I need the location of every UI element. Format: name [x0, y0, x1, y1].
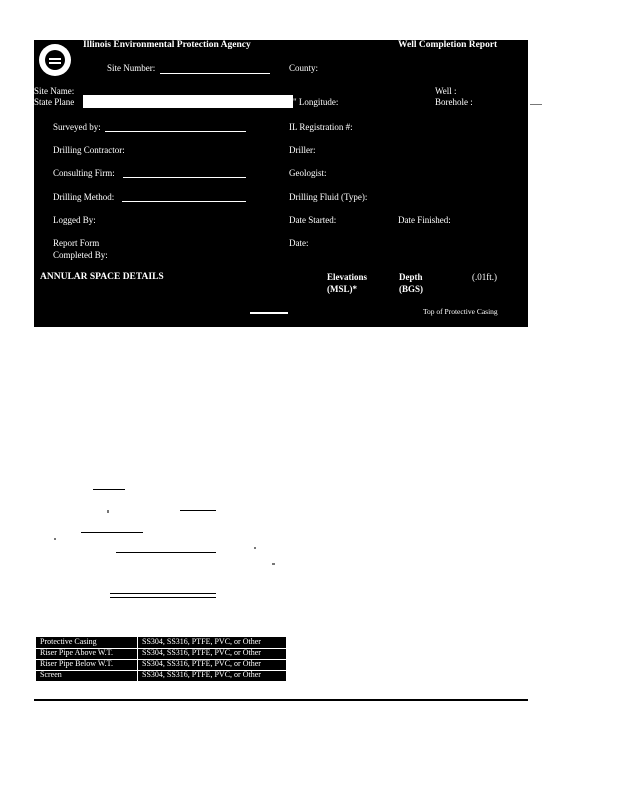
drilling-method-label: Drilling Method: [53, 192, 115, 202]
form-header-panel [34, 40, 528, 327]
scan-speck [272, 563, 275, 565]
diagram-line [81, 532, 143, 533]
diagram-line [93, 489, 125, 490]
precision-header: (.01ft.) [472, 272, 497, 282]
geologist-label: Geologist: [289, 168, 327, 178]
diagram-line [180, 510, 216, 511]
site-number-label: Site Number: [107, 63, 156, 73]
table-row [36, 659, 286, 670]
date-label: Date: [289, 238, 309, 248]
consulting-firm-label: Consulting Firm: [53, 168, 115, 178]
well-label: Well : [435, 86, 457, 96]
scan-speck [107, 510, 109, 513]
elevations-header: Elevations [327, 272, 368, 282]
depth-header: Depth [399, 272, 423, 282]
surveyed-by-field[interactable] [105, 131, 246, 132]
material-options[interactable]: SS304, SS316, PTFE, PVC, or Other [142, 670, 261, 679]
diagram-line [110, 593, 216, 594]
consulting-firm-field[interactable] [123, 177, 246, 178]
bottom-divider [34, 699, 528, 701]
diagram-line [110, 597, 216, 598]
annular-space-title: ANNULAR SPACE DETAILS [40, 272, 164, 282]
table-row [36, 648, 286, 659]
material-label: Riser Pipe Above W.T. [40, 648, 113, 657]
county-label: County: [289, 63, 319, 73]
materials-table [36, 637, 286, 681]
table-row [36, 637, 286, 648]
scan-speck [54, 538, 56, 540]
material-label: Screen [40, 670, 62, 679]
material-options[interactable]: SS304, SS316, PTFE, PVC, or Other [142, 637, 261, 646]
state-plane-label: State Plane [34, 97, 75, 107]
il-registration-label: IL Registration #: [289, 122, 353, 132]
agency-title: Illinois Environmental Protection Agency [83, 40, 251, 50]
date-finished-label: Date Finished: [398, 215, 451, 225]
iepa-logo-icon [39, 44, 71, 76]
material-options[interactable]: SS304, SS316, PTFE, PVC, or Other [142, 648, 261, 657]
material-label: Riser Pipe Below W.T. [40, 659, 113, 668]
material-label: Protective Casing [40, 637, 97, 646]
site-number-field[interactable] [160, 73, 270, 74]
diagram-line [116, 552, 216, 553]
casing-top-marker [250, 312, 288, 314]
date-started-label: Date Started: [289, 215, 337, 225]
surveyed-by-label: Surveyed by: [53, 122, 101, 132]
drilling-method-field[interactable] [122, 201, 246, 202]
scan-speck [254, 547, 256, 549]
drilling-fluid-label: Drilling Fluid (Type): [289, 192, 368, 202]
scan-speck [530, 104, 542, 105]
table-row [36, 670, 286, 681]
top-protective-casing-label: Top of Protective Casing [423, 307, 498, 316]
borehole-label: Borehole : [435, 97, 473, 107]
driller-label: Driller: [289, 145, 316, 155]
longitude-label: " Longitude: [293, 97, 339, 107]
msl-header: (MSL)* [327, 284, 357, 294]
state-plane-value-field[interactable] [83, 95, 293, 108]
drilling-contractor-label: Drilling Contractor: [53, 145, 125, 155]
logged-by-label: Logged By: [53, 215, 96, 225]
site-name-label: Site Name: [34, 86, 75, 96]
bgs-header: (BGS) [399, 284, 424, 294]
report-form-label: Report Form [53, 238, 100, 248]
report-title: Well Completion Report [398, 40, 498, 50]
completed-by-label: Completed By: [53, 250, 108, 260]
material-options[interactable]: SS304, SS316, PTFE, PVC, or Other [142, 659, 261, 668]
